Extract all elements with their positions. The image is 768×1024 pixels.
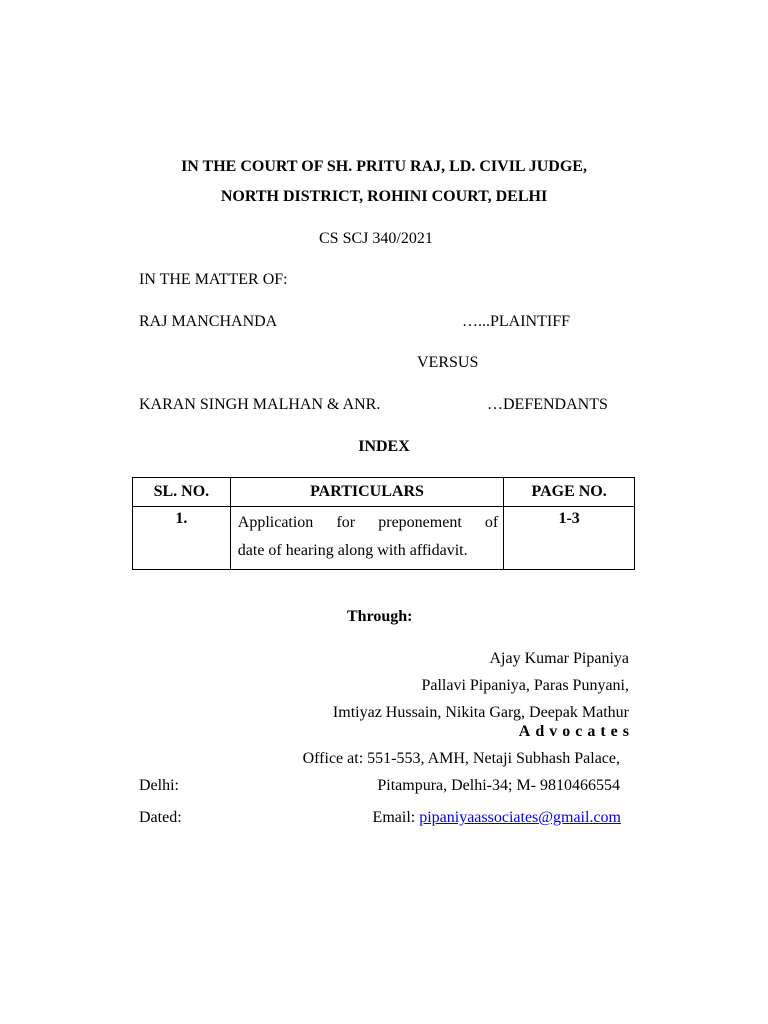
advocate-name-3: Imtiyaz Hussain, Nikita Garg, Deepak Mathur [332,704,629,721]
plaintiff-name: RAJ MANCHANDA [139,313,278,330]
office-address-line1: Office at: 551-553, AMH, Netaji Subhash Palace, [302,750,620,767]
plaintiff-role: …...PLAINTIFF [462,313,571,330]
table-row [133,507,635,570]
through-label: Through: [347,608,413,625]
header-particulars: PARTICULARS [230,478,503,507]
advocate-name-1: Ajay Kumar Pipaniya [489,650,629,667]
place-label: Delhi: [139,777,179,794]
matter-heading: IN THE MATTER OF: [139,271,288,288]
versus-label: VERSUS [417,354,479,371]
table-header-row [133,478,635,507]
advocate-name-2: Pallavi Pipaniya, Paras Punyani, [421,677,629,694]
advocates-label: Advocates [518,723,634,740]
court-heading-line2: NORTH DISTRICT, ROHINI COURT, DELHI [220,188,548,205]
header-page-no: PAGE NO. [504,478,635,507]
row-particulars-line2: date of hearing along with affidavit. [237,542,468,559]
dated-label: Dated: [139,809,182,826]
court-heading-line1: IN THE COURT OF SH. PRITU RAJ, LD. CIVIL JUDGE, [181,158,587,175]
row-page-no: 1-3 [504,507,635,570]
defendant-name: KARAN SINGH MALHAN & ANR. [139,396,381,413]
email-link[interactable]: pipaniyaassociates@gmail.com [419,809,621,826]
row-sl-no: 1. [133,507,231,570]
index-title: INDEX [358,438,410,455]
row-particulars [230,507,503,570]
email-label: Email: [372,809,416,826]
email-line [373,808,621,828]
index-table [132,477,635,570]
office-address-line2: Pitampura, Delhi-34; M- 9810466554 [377,777,620,794]
case-number: CS SCJ 340/2021 [319,230,433,247]
defendant-role: …DEFENDANTS [487,396,608,413]
header-sl-no: SL. NO. [133,478,231,507]
row-particulars-line1: Application for preponement of [237,514,499,531]
